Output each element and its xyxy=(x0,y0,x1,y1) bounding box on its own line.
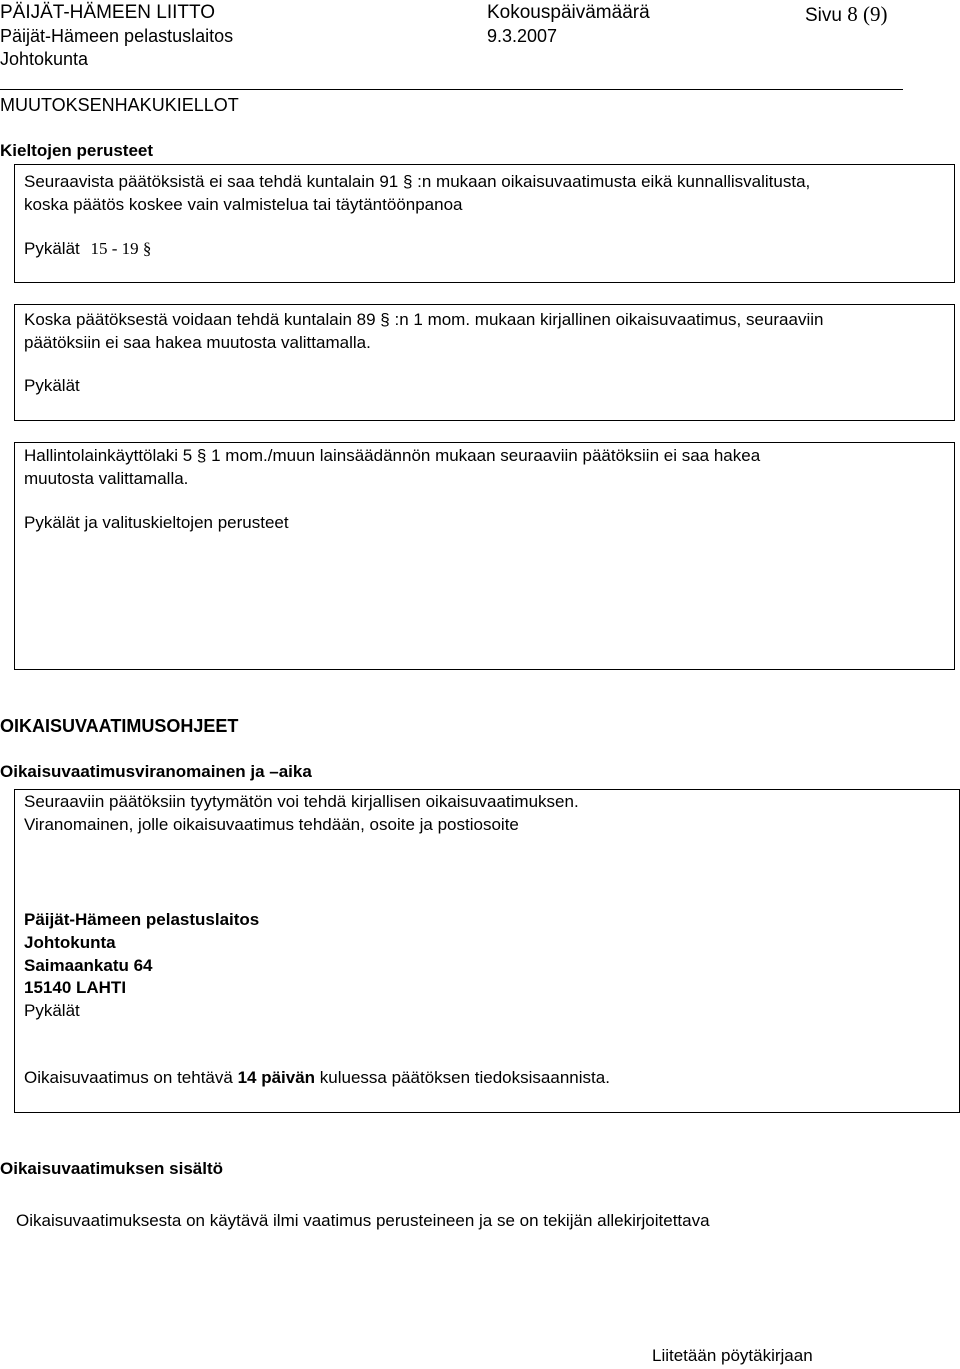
address-street: Saimaankatu 64 xyxy=(24,956,153,975)
header-rule xyxy=(0,89,903,90)
box2-line1: Koska päätöksestä voidaan tehdä kuntalain 89 § :n 1 mom. mukaan kirjallinen oikaisuvaatimus, seuraaviin xyxy=(24,310,824,329)
deadline-pre: Oikaisuvaatimus on tehtävä xyxy=(24,1068,238,1087)
header-board: Johtokunta xyxy=(0,49,89,69)
page-indicator xyxy=(805,2,888,27)
meeting-date: 9.3.2007 xyxy=(487,26,558,46)
appeal-authority-box xyxy=(14,789,960,1113)
appeal-deadline xyxy=(24,1068,610,1088)
box1-sections-value: 15 - 19 § xyxy=(90,239,152,258)
box1-sections xyxy=(24,239,151,259)
footer-note: Liitetään pöytäkirjaan xyxy=(652,1346,813,1365)
box4-line2: Viranomainen, jolle oikaisuvaatimus tehdään, osoite ja postiosoite xyxy=(24,815,519,834)
prohibition-box-preparation xyxy=(14,164,955,283)
page-number: 8 xyxy=(847,2,858,26)
box3-sections-label: Pykälät ja valituskieltojen perusteet xyxy=(24,513,289,532)
box2-line2: päätöksiin ei saa hakea muutosta valittamalla. xyxy=(24,333,371,352)
page-total: (9) xyxy=(863,2,888,26)
deadline-days: 14 päivän xyxy=(237,1068,316,1087)
appeal-instructions-title: OIKAISUVAATIMUSOHJEET xyxy=(0,716,239,736)
address-name: Päijät-Hämeen pelastuslaitos xyxy=(24,910,260,929)
address-board: Johtokunta xyxy=(24,933,116,952)
appeal-content-title: Oikaisuvaatimuksen sisältö xyxy=(0,1159,223,1178)
box4-line1: Seuraaviin päätöksiin tyytymätön voi tehdä kirjallisen oikaisuvaatimuksen. xyxy=(24,792,579,811)
grounds-title: Kieltojen perusteet xyxy=(0,141,154,160)
box3-line1: Hallintolainkäyttölaki 5 § 1 mom./muun lainsäädännön mukaan seuraaviin päätöksiin ei saa hakea xyxy=(24,446,761,465)
appeal-authority-title: Oikaisuvaatimusviranomainen ja –aika xyxy=(0,762,312,781)
appeal-content-text: Oikaisuvaatimuksesta on käytävä ilmi vaatimus perusteineen ja se on tekijän allekirjoitettava xyxy=(16,1211,710,1230)
box1-line1: Seuraavista päätöksistä ei saa tehdä kuntalain 91 § :n mukaan oikaisuvaatimusta eikä kunnallisvalitusta, xyxy=(24,172,811,191)
box1-sections-label: Pykälät xyxy=(24,239,80,258)
prohibitions-title: MUUTOKSENHAKUKIELLOT xyxy=(0,95,239,115)
box2-sections-label: Pykälät xyxy=(24,376,80,395)
header-org: PÄIJÄT-HÄMEEN LIITTO xyxy=(0,2,216,23)
prohibition-box-admin-law xyxy=(14,442,955,670)
meeting-date-label: Kokouspäivämäärä xyxy=(487,2,650,23)
box4-sections-label: Pykälät xyxy=(24,1001,80,1020)
box1-line2: koska päätös koskee vain valmistelua tai täytäntöönpanoa xyxy=(24,195,463,214)
prohibition-box-appeal xyxy=(14,304,955,421)
box3-line2: muutosta valittamalla. xyxy=(24,469,189,488)
address-city: 15140 LAHTI xyxy=(24,978,127,997)
header-unit: Päijät-Hämeen pelastuslaitos xyxy=(0,26,234,46)
deadline-post: kuluessa päätöksen tiedoksisaannista. xyxy=(315,1068,610,1087)
page-label: Sivu xyxy=(805,5,842,26)
